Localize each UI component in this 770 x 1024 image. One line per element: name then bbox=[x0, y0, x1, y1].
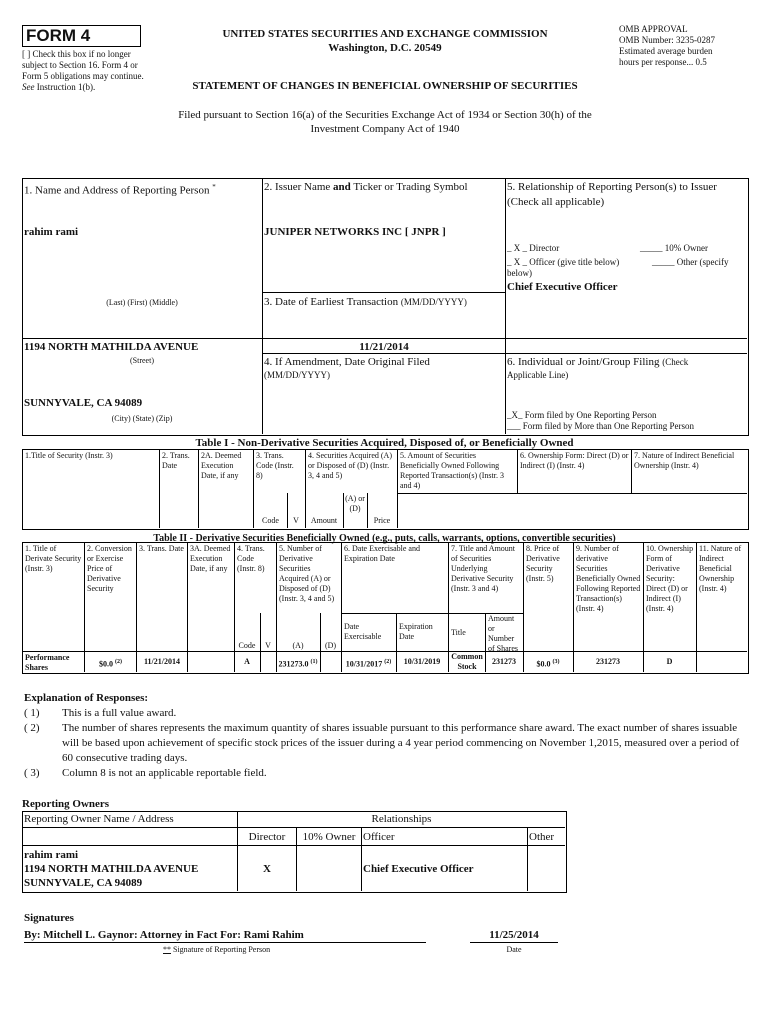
table1-title: Table I - Non-Derivative Securities Acquired, Disposed of, or Beneficially Owned bbox=[195, 437, 574, 449]
owners-heading: Reporting Owners bbox=[22, 798, 110, 810]
owner-director-mark: X bbox=[263, 863, 271, 875]
director-check: _ X _ Director bbox=[507, 243, 560, 253]
box5-sub: (Check all applicable) bbox=[507, 196, 605, 208]
t2-row-exp: 10/31/2019 bbox=[403, 657, 441, 666]
signature-by: By: Mitchell L. Gaynor: Attorney in Fact For: Rami Rahim bbox=[24, 929, 426, 943]
t1-col-acquired: 4. Securities Acquired (A) or Disposed of (D) (Instr. 3, 4 and 5) bbox=[308, 451, 392, 480]
t1-sub-aord: (A) or (D) bbox=[345, 494, 365, 513]
t2-sub-v: V bbox=[265, 641, 271, 650]
t2-col-price: 8. Price of Derivative Security (Instr. 5) bbox=[526, 544, 560, 583]
t1-col-ownership: 6. Ownership Form: Direct (D) or Indirect (I) (Instr. 4) bbox=[520, 451, 629, 470]
t2-sub-amount: Amount or Number of Shares bbox=[488, 614, 518, 653]
t1-col-nature: 7. Nature of Indirect Beneficial Ownership (Instr. 4) bbox=[634, 451, 735, 470]
signatures-heading: Signatures bbox=[24, 912, 74, 924]
city-caption: (City) (State) (Zip) bbox=[111, 414, 173, 423]
t2-sub-date-ex: Date Exercisable bbox=[344, 622, 382, 641]
explanation-item: ( 1) This is a full value award. bbox=[24, 707, 177, 719]
t1-sub-amount: Amount bbox=[310, 516, 338, 525]
reporting-person-name: rahim rami bbox=[24, 226, 79, 238]
box3-label: 3. Date of Earliest Transaction (MM/DD/YYYY) bbox=[264, 296, 467, 308]
t1-col-date: 2. Trans. Date bbox=[162, 451, 190, 470]
owners-col-other: Other bbox=[529, 831, 555, 843]
one-person-filing: _X_ Form filed by One Reporting Person bbox=[507, 410, 657, 420]
reporting-person-street: 1194 NORTH MATHILDA AVENUE bbox=[24, 341, 199, 353]
signature-date: 11/25/2014 bbox=[470, 929, 558, 943]
owners-col-name: Reporting Owner Name / Address bbox=[24, 813, 174, 825]
t2-col-title: 1. Title of Derivate Security (Instr. 3) bbox=[25, 544, 82, 573]
t2-row-acquired: 231273.0 $^{(1)}$ bbox=[278, 659, 318, 669]
t2-col-owned: 9. Number of derivative Securities Beneficially Owned Following Reported Transaction(s) (Instr. 4) bbox=[576, 544, 641, 613]
date-caption: Date bbox=[506, 945, 522, 954]
box4-label: 4. If Amendment, Date Original Filed bbox=[264, 356, 430, 368]
t2-sub-code: Code bbox=[238, 641, 256, 650]
t2-row-trans-date: 11/21/2014 bbox=[143, 657, 180, 666]
reporting-person-city: SUNNYVALE, CA 94089 bbox=[24, 397, 143, 409]
t2-row-title: Common Stock bbox=[451, 652, 483, 671]
box5-label: 5. Relationship of Reporting Person(s) to Issuer bbox=[507, 181, 717, 193]
ten-pct-owner-check: _____ 10% Owner bbox=[640, 243, 708, 253]
t2-col-code: 4. Trans. Code (Instr. 8) bbox=[237, 544, 265, 573]
t2-col-conversion: 2. Conversion or Exercise Price of Derivative Security bbox=[87, 544, 132, 593]
owners-col-director: Director bbox=[248, 831, 286, 843]
filed-pursuant: Filed pursuant to Section 16(a) of the Securities Exchange Act of 1934 or Section 30(h) of the Investment Company Act of 1940 bbox=[178, 109, 592, 135]
checkbox-note: [ ] Check this box if no longer subject to Section 16. Form 4 or Form 5 obligations may continue. See Instruction 1(b). bbox=[22, 49, 144, 92]
owners-col-officer: Officer bbox=[363, 831, 395, 843]
box2-label: 2. Issuer Name and Ticker or Trading Symbol bbox=[264, 181, 468, 193]
t2-col-underlying: 7. Title and Amount of Securities Underlying Derivative Security (Instr. 3 and 4) bbox=[451, 544, 516, 593]
t2-col-nature: 11. Nature of Indirect Beneficial Ownership (Instr. 4) bbox=[699, 544, 742, 593]
t2-row-price: $0.0 $^{(3)}$ bbox=[536, 659, 560, 669]
owner-officer-title: Chief Executive Officer bbox=[363, 863, 474, 875]
box4-format: (MM/DD/YYYY) bbox=[264, 370, 330, 380]
form-title: FORM 4 bbox=[22, 25, 141, 47]
t1-sub-code: Code bbox=[262, 516, 279, 525]
t2-col-deemed: 3A. Deemed Execution Date, if any bbox=[190, 544, 231, 573]
owners-col-relationships: Relationships bbox=[371, 813, 432, 825]
t1-col-code: 3. Trans. Code (Instr. 8) bbox=[256, 451, 294, 480]
t2-row-date-ex: 10/31/2017 $^{(2)}$ bbox=[345, 659, 392, 669]
signature-caption: ** Signature of Reporting Person bbox=[163, 945, 271, 954]
owner-address: rahim rami 1194 NORTH MATHILDA AVENUE SUNNYVALE, CA 94089 bbox=[24, 849, 199, 889]
t2-row-security: Performance Shares bbox=[25, 653, 70, 672]
agency-name: UNITED STATES SECURITIES AND EXCHANGE COMMISSION bbox=[222, 28, 548, 40]
t2-col-exercisable: 6. Date Exercisable and Expiration Date bbox=[344, 544, 420, 563]
t2-row-owned: 231273 bbox=[596, 657, 620, 666]
box6-label: 6. Individual or Joint/Group Filing (Check bbox=[507, 356, 689, 368]
earliest-transaction-date: 11/21/2014 bbox=[359, 341, 409, 353]
t2-row-form: D bbox=[666, 657, 673, 666]
street-caption: (Street) bbox=[130, 356, 154, 365]
agency-city: Washington, D.C. 20549 bbox=[328, 42, 442, 54]
explanation-item: ( 2) The number of shares represents the maximum quantity of shares issuable pursuant to this performance share award. The exact number of shares issuable will be based upon achievement of specific stock prices of the issuer during a 4 year period commencing on November 1,2015, measured over a period of 60 consecutive trading days. bbox=[24, 722, 740, 764]
other-check: _____ Other (specify bbox=[652, 257, 729, 267]
owners-col-ten-pct: 10% Owner bbox=[302, 831, 356, 843]
t2-sub-exp: Expiration Date bbox=[399, 622, 433, 641]
explanation-heading: Explanation of Responses: bbox=[24, 692, 149, 704]
group-filing: ___ Form filed by More than One Reporting Person bbox=[507, 421, 694, 431]
t2-sub-title: Title bbox=[451, 628, 466, 637]
officer-title: Chief Executive Officer bbox=[507, 281, 618, 293]
below-text: below) bbox=[507, 268, 532, 278]
t2-row-code: A bbox=[244, 657, 250, 666]
table2-title: Table II - Derivative Securities Beneficially Owned (e.g., puts, calls, warrants, options, convertible securities) bbox=[153, 533, 616, 544]
t2-row-amount: 231273 bbox=[492, 657, 516, 666]
t2-sub-a: (A) bbox=[292, 641, 304, 650]
t1-col-deemed: 2A. Deemed Execution Date, if any bbox=[201, 451, 242, 480]
t2-col-form: 10. Ownership Form of Derivative Security: Direct (D) or Indirect (I) (Instr. 4) bbox=[646, 544, 694, 613]
t1-col-title: 1.Title of Security (Instr. 3) bbox=[25, 451, 113, 460]
omb-approval: OMB APPROVAL OMB Number: 3235-0287 Estimated average burden hours per response... 0.5 bbox=[619, 24, 715, 67]
t2-sub-d: (D) bbox=[324, 641, 337, 650]
t2-row-conversion: $0.0 $^{(2)}$ bbox=[99, 659, 122, 669]
t2-col-number: 5. Number of Derivative Securities Acquired (A) or Disposed of (D) (Instr. 3, 4 and 5) bbox=[279, 544, 335, 603]
explanation-item: ( 3) Column 8 is not an applicable reportable field. bbox=[24, 767, 267, 779]
t1-sub-v: V bbox=[293, 516, 299, 525]
officer-check: _ X _ Officer (give title below) bbox=[507, 257, 620, 267]
box6-sub: Applicable Line) bbox=[507, 370, 569, 380]
name-caption: (Last) (First) (Middle) bbox=[106, 298, 178, 307]
box1-label: 1. Name and Address of Reporting Person * bbox=[24, 183, 216, 197]
t1-sub-price: Price bbox=[373, 516, 391, 525]
statement-title: STATEMENT OF CHANGES IN BENEFICIAL OWNERSHIP OF SECURITIES bbox=[192, 80, 578, 92]
explanation-list bbox=[24, 706, 746, 781]
issuer-name: JUNIPER NETWORKS INC [ JNPR ] bbox=[264, 226, 446, 238]
t2-col-date: 3. Trans. Date bbox=[139, 544, 184, 553]
t1-col-amount: 5. Amount of Securities Beneficially Owned Following Reported Transaction(s) (Instr. 3 and 4) bbox=[400, 451, 504, 490]
